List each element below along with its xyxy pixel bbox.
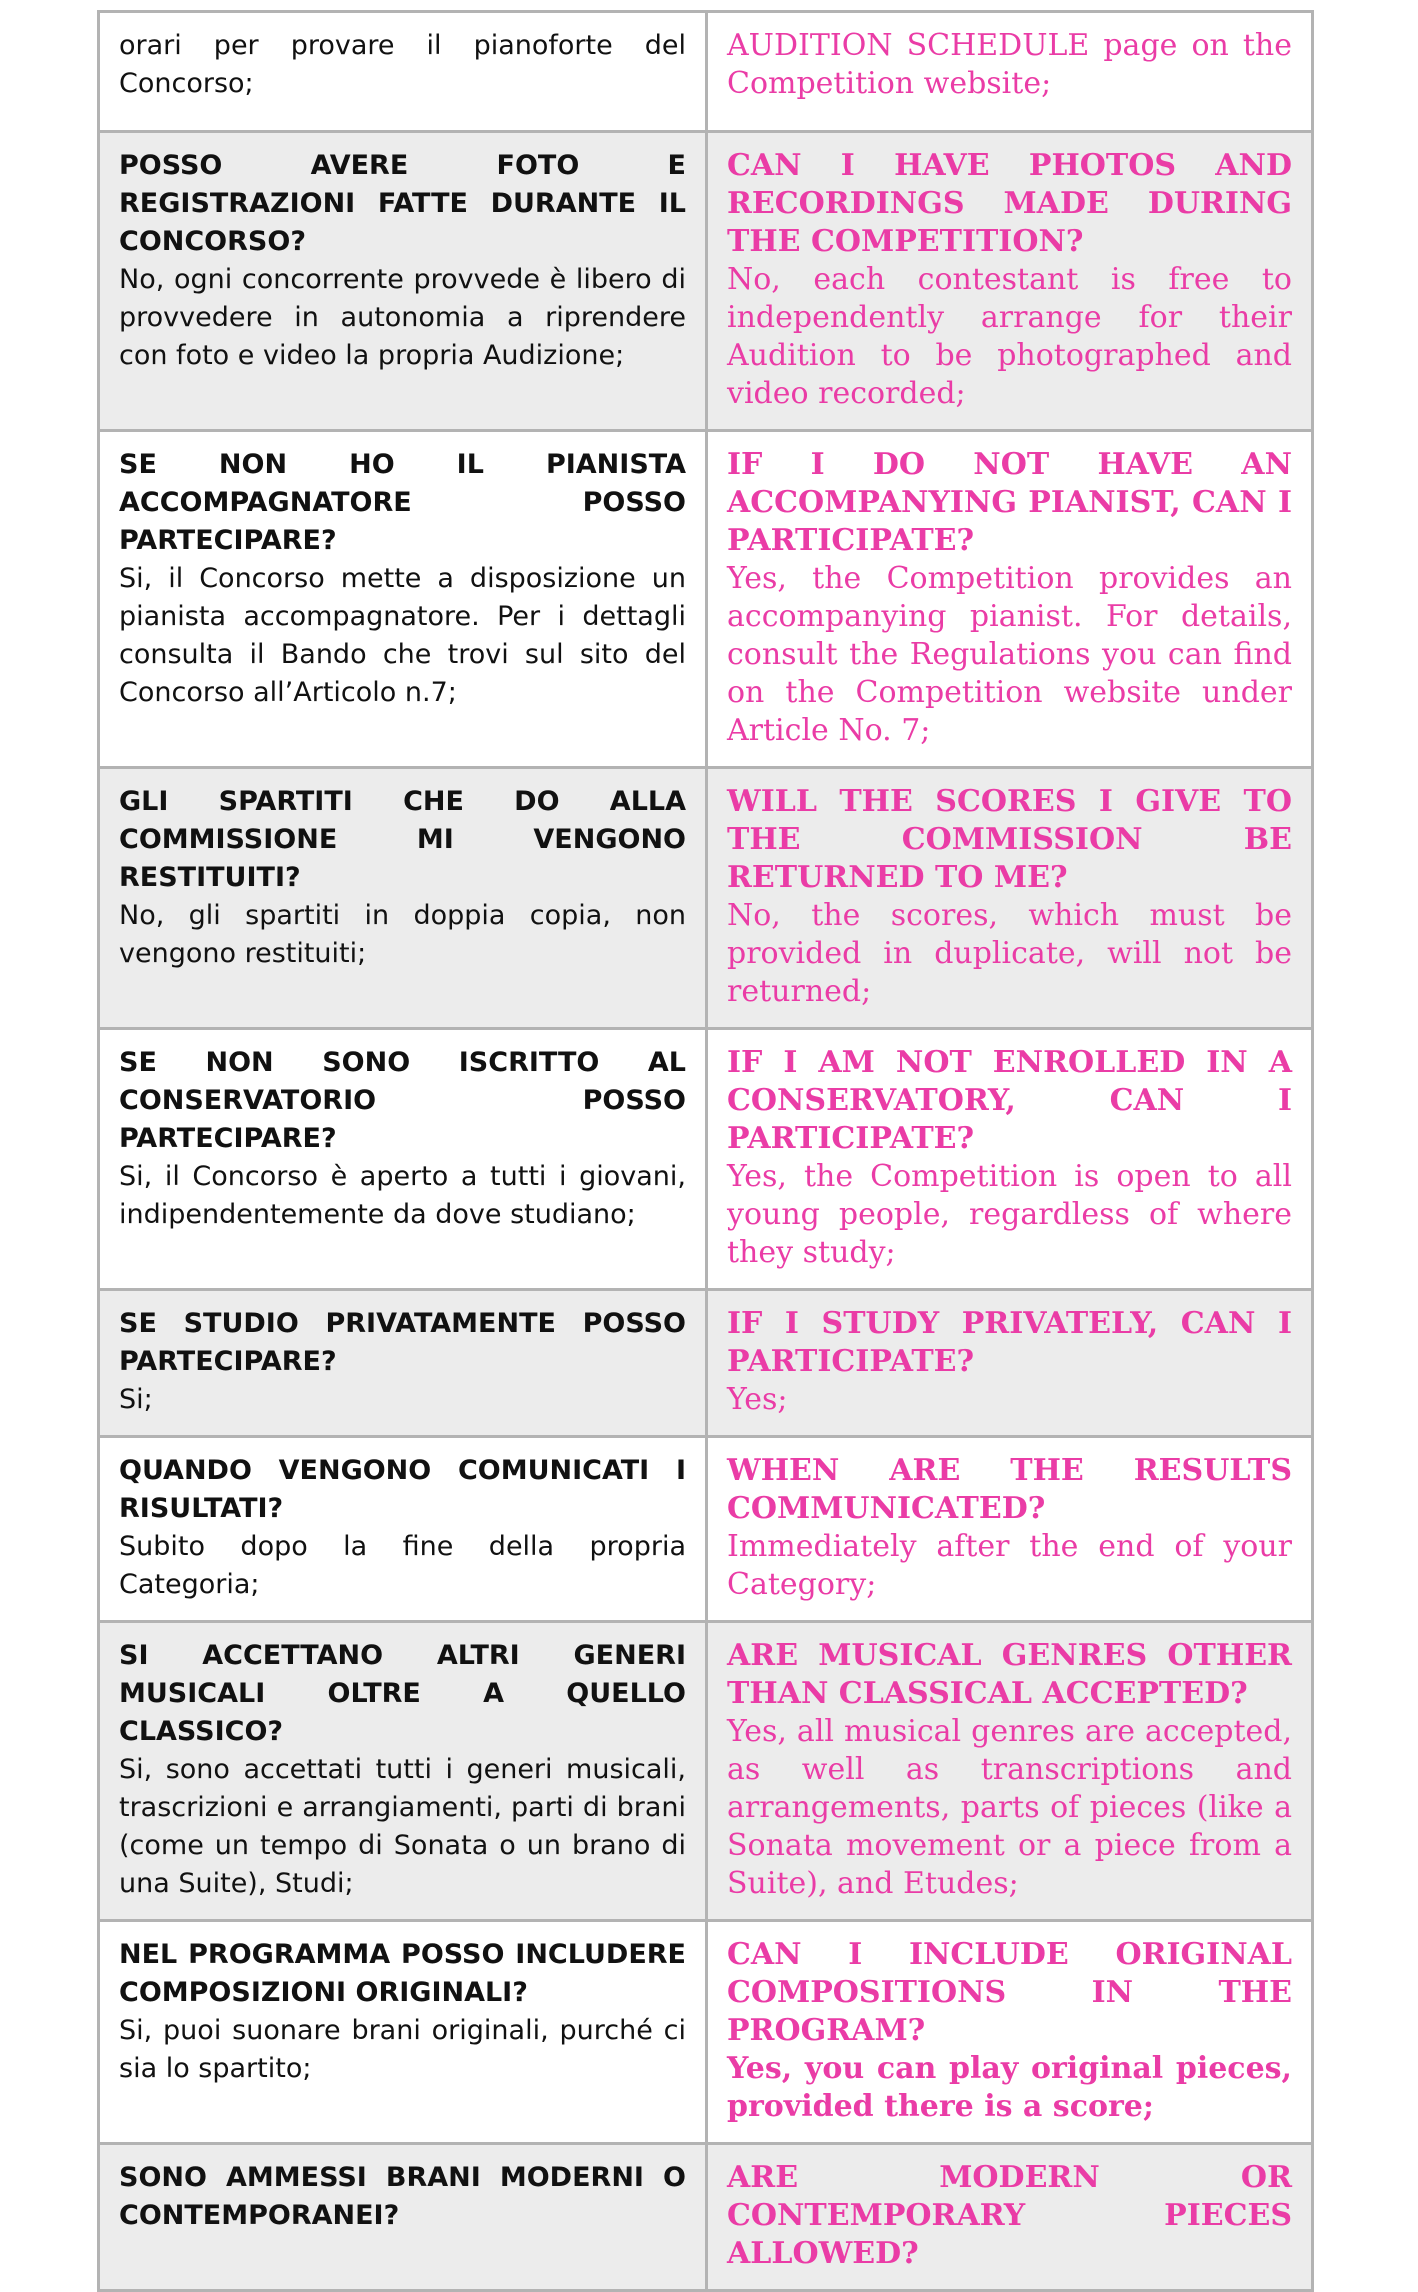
italian-answer: No, ogni concorrente provvede è libero di provvedere in autonomia a riprendere con foto e video la propria Audizione;	[119, 264, 686, 371]
faq-row-original-compositions	[99, 1921, 1313, 2144]
english-question: ARE MODERN OR CONTEMPORARY PIECES ALLOWED?	[727, 2160, 1292, 2271]
italian-cell	[99, 132, 707, 431]
english-cell	[707, 431, 1313, 768]
english-question: CAN I HAVE PHOTOS AND RECORDINGS MADE DURING THE COMPETITION?	[727, 148, 1292, 259]
italian-answer: No, gli spartiti in doppia copia, non vengono restituiti;	[119, 900, 686, 969]
english-answer: No, the scores, which must be provided in duplicate, will not be returned;	[727, 898, 1292, 1009]
faq-table	[97, 10, 1314, 2292]
faq-row-pianist	[99, 431, 1313, 768]
faq-row-conservatory	[99, 1029, 1313, 1290]
english-cell	[707, 1029, 1313, 1290]
english-cell	[707, 1622, 1313, 1921]
italian-answer: Subito dopo la fine della propria Categoria;	[119, 1531, 686, 1600]
italian-answer: Si, il Concorso mette a disposizione un pianista accompagnatore. Per i dettagli consulta il Bando che trovi sul sito del Concorso all’Articolo n.7;	[119, 563, 686, 708]
italian-cell	[99, 1622, 707, 1921]
english-answer: Yes, the Competition provides an accompanying pianist. For details, consult the Regulations you can find on the Competition website under Article No. 7;	[727, 561, 1292, 748]
english-answer: AUDITION SCHEDULE page on the Competition website;	[727, 28, 1292, 101]
italian-answer: Si, il Concorso è aperto a tutti i giovani, indipendentemente da dove studiano;	[119, 1161, 686, 1230]
english-answer: No, each contestant is free to independently arrange for their Audition to be photographed and video recorded;	[727, 262, 1292, 411]
english-answer: Yes, you can play original pieces, provided there is a score;	[727, 2051, 1292, 2124]
english-question: WILL THE SCORES I GIVE TO THE COMMISSION BE RETURNED TO ME?	[727, 784, 1292, 895]
english-question: WHEN ARE THE RESULTS COMMUNICATED?	[727, 1453, 1292, 1526]
italian-cell	[99, 431, 707, 768]
italian-question: SE STUDIO PRIVATAMENTE POSSO PARTECIPARE?	[119, 1308, 686, 1377]
english-answer: Yes;	[727, 1382, 788, 1417]
italian-question: QUANDO VENGONO COMUNICATI I RISULTATI?	[119, 1455, 686, 1524]
italian-answer: Si;	[119, 1384, 153, 1415]
italian-answer: Si, puoi suonare brani originali, purché ci sia lo spartito;	[119, 2015, 686, 2084]
english-answer: Immediately after the end of your Category;	[727, 1529, 1292, 1602]
faq-row-results	[99, 1437, 1313, 1622]
english-question: IF I STUDY PRIVATELY, CAN I PARTICIPATE?	[727, 1306, 1292, 1379]
english-cell	[707, 1437, 1313, 1622]
english-answer: Yes, all musical genres are accepted, as well as transcriptions and arrangements, parts of pieces (like a Sonata movement or a piece from a Suite), and Etudes;	[727, 1714, 1292, 1901]
italian-cell	[99, 2144, 707, 2291]
english-cell	[707, 1290, 1313, 1437]
faq-row-private-study	[99, 1290, 1313, 1437]
italian-cell	[99, 12, 707, 132]
italian-cell	[99, 768, 707, 1029]
faq-row-scores	[99, 768, 1313, 1029]
faq-row-schedule	[99, 12, 1313, 132]
italian-answer: orari per provare il pianoforte del Concorso;	[119, 30, 686, 99]
italian-question: POSSO AVERE FOTO E REGISTRAZIONI FATTE DURANTE IL CONCORSO?	[119, 150, 686, 257]
english-cell	[707, 12, 1313, 132]
english-cell	[707, 132, 1313, 431]
italian-question: GLI SPARTITI CHE DO ALLA COMMISSIONE MI VENGONO RESTITUITI?	[119, 786, 686, 893]
italian-question: SI ACCETTANO ALTRI GENERI MUSICALI OLTRE A QUELLO CLASSICO?	[119, 1640, 686, 1747]
english-cell	[707, 1921, 1313, 2144]
faq-row-photos	[99, 132, 1313, 431]
english-cell	[707, 2144, 1313, 2291]
italian-question: SE NON HO IL PIANISTA ACCOMPAGNATORE POSSO PARTECIPARE?	[119, 449, 686, 556]
italian-question: NEL PROGRAMMA POSSO INCLUDERE COMPOSIZIONI ORIGINALI?	[119, 1939, 686, 2008]
english-question: IF I DO NOT HAVE AN ACCOMPANYING PIANIST, CAN I PARTICIPATE?	[727, 447, 1292, 558]
italian-question: SE NON SONO ISCRITTO AL CONSERVATORIO POSSO PARTECIPARE?	[119, 1047, 686, 1154]
italian-cell	[99, 1290, 707, 1437]
italian-answer: Si, sono accettati tutti i generi musicali, trascrizioni e arrangiamenti, parti di brani (come un tempo di Sonata o un brano di una Suite), Studi;	[119, 1754, 686, 1899]
faq-row-modern-pieces	[99, 2144, 1313, 2291]
english-answer: Yes, the Competition is open to all young people, regardless of where they study;	[727, 1159, 1292, 1270]
italian-cell	[99, 1029, 707, 1290]
italian-cell	[99, 1921, 707, 2144]
italian-cell	[99, 1437, 707, 1622]
english-question: ARE MUSICAL GENRES OTHER THAN CLASSICAL ACCEPTED?	[727, 1638, 1292, 1711]
italian-question: SONO AMMESSI BRANI MODERNI O CONTEMPORANEI?	[119, 2162, 686, 2231]
faq-row-genres	[99, 1622, 1313, 1921]
english-question: IF I AM NOT ENROLLED IN A CONSERVATORY, CAN I PARTICIPATE?	[727, 1045, 1292, 1156]
english-question: CAN I INCLUDE ORIGINAL COMPOSITIONS IN THE PROGRAM?	[727, 1937, 1292, 2048]
english-cell	[707, 768, 1313, 1029]
